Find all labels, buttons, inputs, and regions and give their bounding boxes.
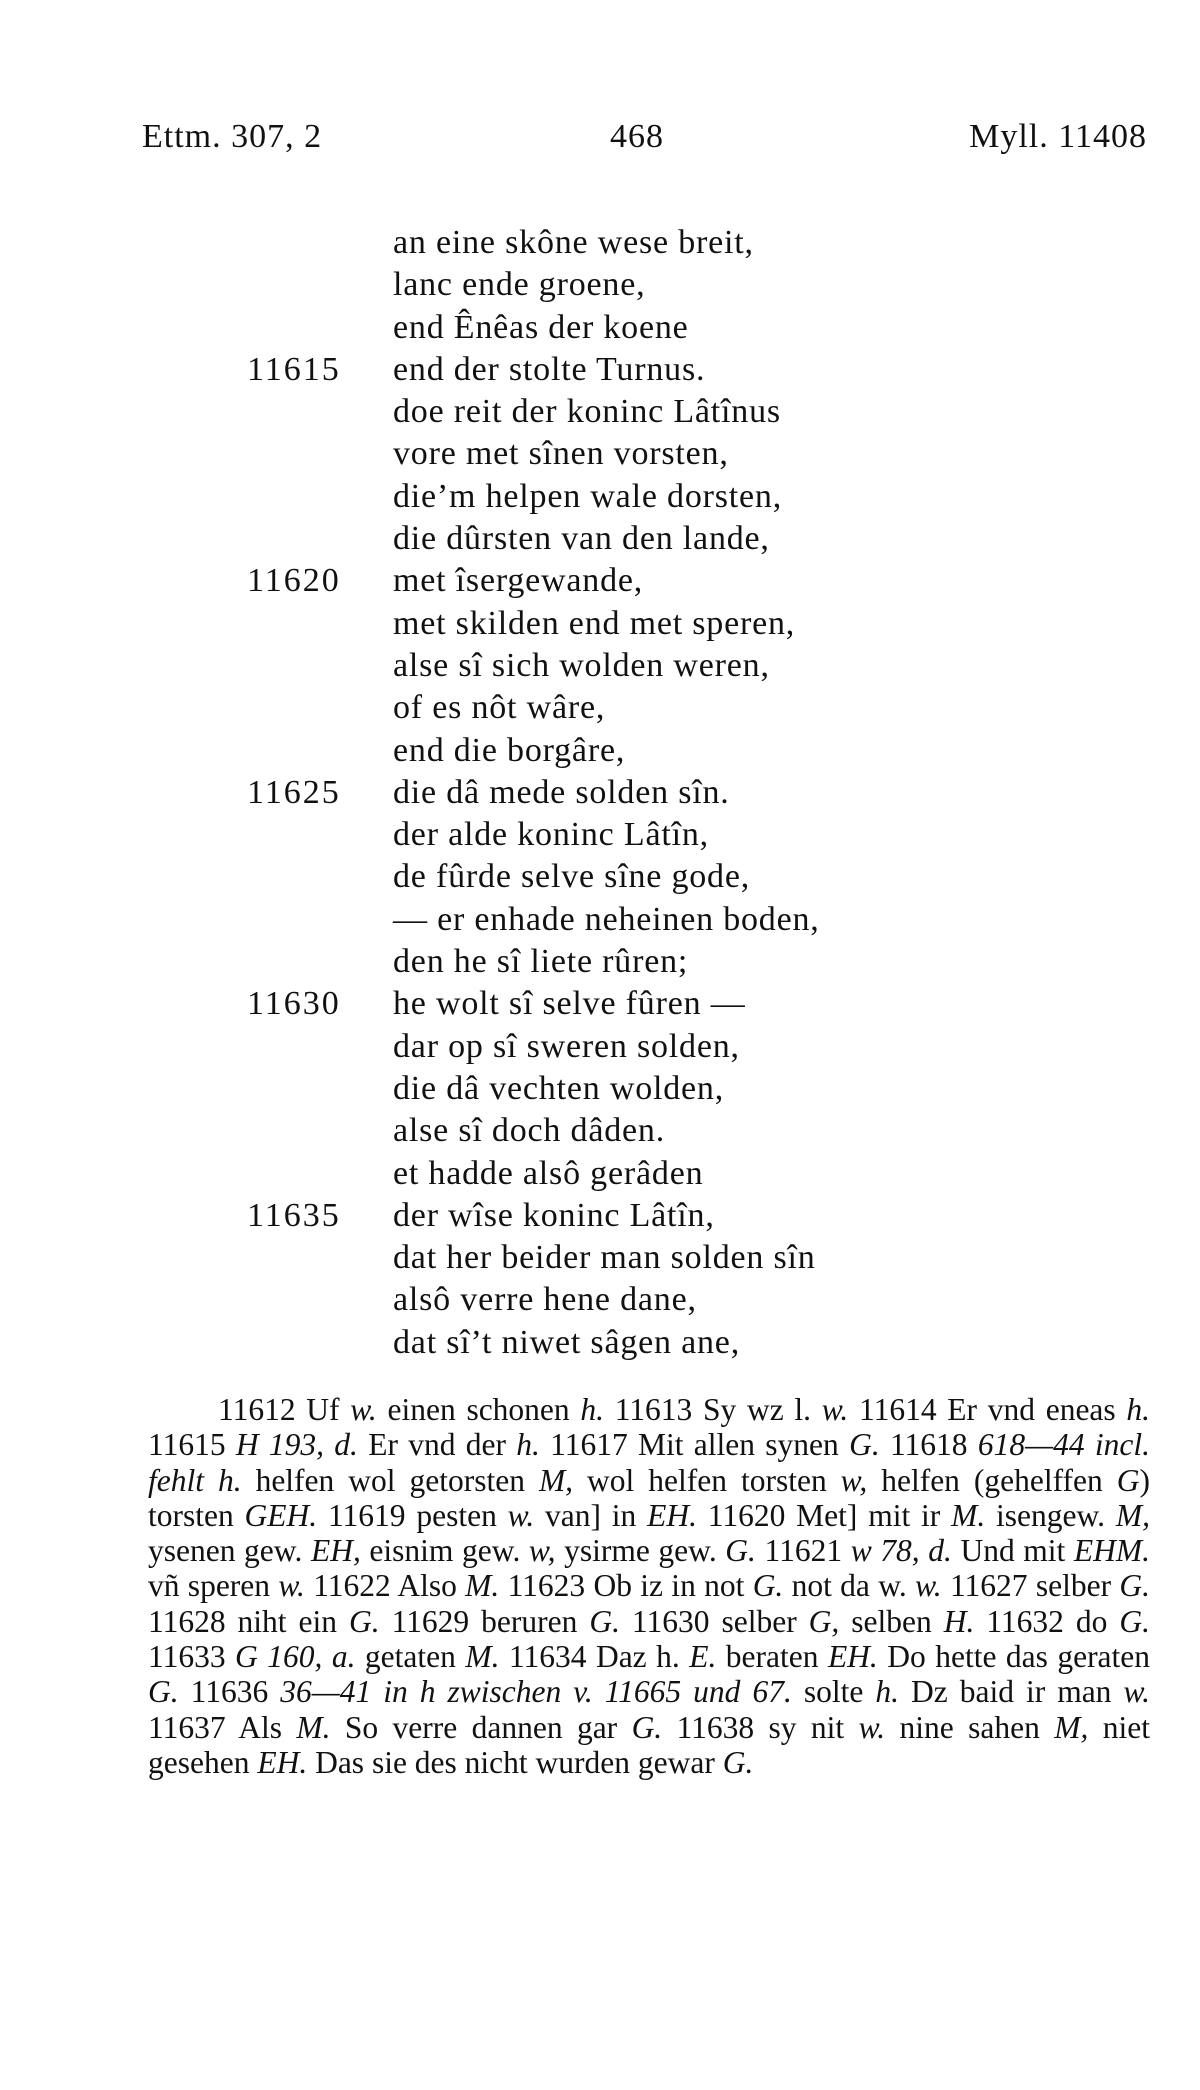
apparatus-text: 11615: [148, 1427, 236, 1463]
apparatus-siglum: w.: [821, 1392, 849, 1427]
apparatus-text: 11627 selber: [941, 1568, 1120, 1604]
verse-line: [0, 899, 1200, 941]
apparatus-text: 11619 pesten: [317, 1497, 508, 1533]
apparatus-text: Er vnd der: [357, 1427, 517, 1463]
apparatus-text: 11612 Uf: [218, 1392, 351, 1427]
apparatus-siglum: 618—44 incl. fehlt h.: [148, 1427, 1150, 1498]
apparatus-siglum: G.: [349, 1603, 380, 1639]
apparatus-text: 11637 Als: [148, 1709, 297, 1745]
verse-line: [0, 772, 1200, 814]
verse-line: [0, 1068, 1200, 1110]
verse-line: [0, 645, 1200, 687]
apparatus-text: 11618: [879, 1427, 978, 1463]
apparatus-siglum: 36—41 in h zwischen v. 11665 und 67.: [280, 1674, 792, 1710]
apparatus-text: beraten: [716, 1639, 828, 1675]
verse-line: [0, 222, 1200, 264]
apparatus-text: 11621: [755, 1533, 851, 1569]
apparatus-siglum: w,: [840, 1462, 868, 1498]
line-number: 11630: [247, 985, 341, 1023]
apparatus-siglum: G.: [725, 1533, 756, 1569]
verse-text-line: dar op sî sweren solden,: [393, 1027, 740, 1065]
verse-line: [0, 433, 1200, 475]
verse-line: [0, 814, 1200, 856]
apparatus-text: solte: [791, 1674, 876, 1710]
verse-line: [0, 1322, 1200, 1364]
verse-text-line: end der stolte Turnus.: [393, 350, 706, 388]
verse-text-line: vore met sînen vorsten,: [393, 435, 729, 473]
apparatus-siglum: EH,: [310, 1533, 361, 1569]
verse-line: [0, 476, 1200, 518]
apparatus-siglum: w.: [858, 1709, 886, 1745]
apparatus-text: vñ speren: [148, 1568, 279, 1604]
apparatus-text: 11620 Met] mit ir: [696, 1497, 952, 1533]
verse-text-line: die dâ vechten wolden,: [393, 1069, 725, 1107]
verse-text-line: den he sî liete rûren;: [393, 943, 689, 981]
apparatus-paragraph: [148, 1392, 1150, 1780]
apparatus-text: Do hette das geraten: [877, 1639, 1151, 1675]
verse-text-line: de fûrde selve sîne gode,: [393, 858, 751, 896]
apparatus-siglum: w.: [350, 1392, 377, 1427]
apparatus-text: 11617 Mit allen synen: [539, 1427, 850, 1463]
apparatus-text: 11613 Sy wz l.: [604, 1392, 822, 1427]
verse-text-line: die’m helpen wale dorsten,: [393, 477, 783, 515]
apparatus-text: 11634 Daz h.: [499, 1639, 690, 1675]
apparatus-siglum: G.: [1119, 1568, 1150, 1604]
apparatus-siglum: G 160, a.: [235, 1639, 356, 1675]
apparatus-siglum: EH.: [257, 1744, 308, 1780]
verse-line: [0, 730, 1200, 772]
verse-line: [0, 349, 1200, 391]
verse-line: [0, 856, 1200, 898]
apparatus-text: van] in: [534, 1497, 648, 1533]
apparatus-siglum: w.: [915, 1568, 942, 1604]
apparatus-siglum: h.: [875, 1674, 899, 1710]
apparatus-text: 11630 selber: [619, 1603, 809, 1639]
apparatus-siglum: w,: [528, 1533, 556, 1569]
verse-line: [0, 1026, 1200, 1068]
apparatus-siglum: M.: [296, 1709, 331, 1745]
verse-text-line: doe reit der koninc Lâtînus: [393, 393, 781, 431]
verse-text-line: he wolt sî selve fûren —: [393, 985, 746, 1023]
verse-line: [0, 603, 1200, 645]
line-number: 11625: [247, 773, 341, 811]
apparatus-text: helfen wol getorsten: [241, 1462, 539, 1498]
apparatus-siglum: GEH.: [244, 1497, 318, 1533]
verse-line: [0, 307, 1200, 349]
apparatus-text: helfen (gehelffen: [867, 1462, 1117, 1498]
apparatus-text: niet gesehen: [148, 1709, 1150, 1780]
apparatus-siglum: G.: [722, 1744, 754, 1780]
apparatus-siglum: M,: [1054, 1709, 1089, 1745]
verse-text-line: der wîse koninc Lâtîn,: [393, 1196, 715, 1234]
apparatus-siglum: EH.: [647, 1497, 697, 1533]
apparatus-siglum: M.: [465, 1568, 500, 1604]
apparatus-siglum: G: [1116, 1462, 1140, 1498]
apparatus-siglum: H 193, d.: [235, 1427, 358, 1463]
apparatus-siglum: G.: [631, 1709, 663, 1745]
verse-line: [0, 264, 1200, 306]
running-header: [142, 118, 1147, 168]
verse-line: [0, 1237, 1200, 1279]
apparatus-text: 11638 sy nit: [662, 1709, 859, 1745]
apparatus-text: 11629 beruren: [379, 1603, 590, 1639]
verse-line: [0, 1279, 1200, 1321]
verse-line: [0, 560, 1200, 602]
apparatus-text: 11632 do: [974, 1603, 1120, 1639]
apparatus-text: So verre dannen gar: [330, 1709, 632, 1745]
verse-text-line: lanc ende groene,: [393, 266, 646, 304]
apparatus-siglum: w.: [278, 1568, 305, 1604]
apparatus-text: selben: [839, 1603, 944, 1639]
line-number: 11635: [247, 1196, 341, 1234]
verse-line: [0, 983, 1200, 1025]
verse-text-line: alsô verre hene dane,: [393, 1281, 697, 1319]
verse-text-line: an eine skône wese breit,: [393, 224, 754, 261]
apparatus-siglum: G.: [589, 1603, 620, 1639]
apparatus-siglum: h.: [516, 1427, 540, 1463]
header-left: Ettm. 307, 2: [142, 118, 323, 155]
verse-text: [0, 222, 1200, 1364]
verse-text-line: die dâ mede solden sîn.: [393, 773, 730, 811]
apparatus-siglum: M.: [951, 1497, 986, 1533]
apparatus-siglum: w.: [1123, 1674, 1150, 1710]
verse-text-line: met îsergewande,: [393, 562, 644, 600]
apparatus-siglum: M,: [538, 1462, 574, 1498]
verse-text-line: alse sî sich wolden weren,: [393, 646, 770, 684]
verse-text-line: dat her beider man solden sîn: [393, 1239, 816, 1277]
verse-text-line: die dûrsten van den lande,: [393, 520, 770, 558]
verse-text-line: et hadde alsô gerâden: [393, 1154, 704, 1192]
apparatus-text: not da w.: [783, 1568, 916, 1604]
apparatus-text: ) torsten: [148, 1462, 1150, 1533]
verse-text-line: dat sî’t niwet sâgen ane,: [393, 1323, 741, 1361]
apparatus-text: Das sie des nicht wurden gewar: [307, 1744, 723, 1780]
apparatus-text: ysenen gew.: [148, 1533, 311, 1569]
apparatus-siglum: G.: [752, 1568, 784, 1604]
apparatus-text: isengew.: [985, 1497, 1116, 1533]
apparatus-siglum: G.: [1119, 1603, 1150, 1639]
apparatus-text: 11623 Ob iz in not: [499, 1568, 753, 1604]
page-number: 468: [610, 118, 664, 155]
apparatus-siglum: M,: [1115, 1497, 1150, 1533]
apparatus-text: 11628 niht ein: [148, 1603, 349, 1639]
verse-text-line: — er enhade neheinen boden,: [393, 900, 820, 938]
verse-line: [0, 687, 1200, 729]
apparatus-text: 11614 Er vnd eneas: [848, 1392, 1127, 1427]
verse-text-line: alse sî doch dâden.: [393, 1112, 666, 1150]
verse-text-line: of es nôt wâre,: [393, 689, 606, 727]
line-number: 11620: [247, 562, 341, 600]
apparatus-siglum: EH.: [827, 1639, 878, 1675]
apparatus-text: 11636: [178, 1674, 281, 1710]
verse-line: [0, 1110, 1200, 1152]
apparatus-text: Und mit: [951, 1533, 1074, 1569]
apparatus-siglum: G.: [148, 1674, 179, 1710]
verse-line: [0, 941, 1200, 983]
apparatus-siglum: h.: [1126, 1392, 1150, 1427]
apparatus-text: Dz baid ir man: [898, 1674, 1124, 1710]
apparatus-siglum: w.: [507, 1497, 535, 1533]
critical-apparatus: [148, 1392, 1150, 1780]
apparatus-text: eisnim gew.: [360, 1533, 529, 1569]
apparatus-siglum: E.: [689, 1639, 717, 1675]
apparatus-siglum: EHM.: [1073, 1533, 1151, 1569]
verse-line: [0, 391, 1200, 433]
apparatus-text: ysirme gew.: [555, 1533, 726, 1569]
verse-text-line: end Ênêas der koene: [393, 308, 689, 346]
line-number: 11615: [247, 350, 341, 388]
header-right: Myll. 11408: [969, 118, 1147, 155]
apparatus-siglum: w 78, d.: [850, 1533, 952, 1569]
apparatus-text: 11633: [148, 1639, 236, 1675]
verse-text-line: met skilden end met speren,: [393, 604, 796, 642]
apparatus-siglum: h.: [580, 1392, 604, 1427]
apparatus-siglum: G,: [808, 1603, 840, 1639]
apparatus-siglum: M.: [465, 1639, 500, 1675]
apparatus-text: nine sahen: [885, 1709, 1055, 1745]
verse-line: [0, 518, 1200, 560]
apparatus-text: einen schonen: [376, 1392, 581, 1427]
verse-text-line: end die borgâre,: [393, 731, 626, 769]
apparatus-text: getaten: [355, 1639, 466, 1675]
apparatus-siglum: H.: [943, 1603, 975, 1639]
apparatus-siglum: G.: [849, 1427, 880, 1463]
verse-line: [0, 1195, 1200, 1237]
verse-line: [0, 1153, 1200, 1195]
apparatus-text: wol helfen torsten: [573, 1462, 841, 1498]
apparatus-text: 11622 Also: [304, 1568, 466, 1604]
verse-text-line: der alde koninc Lâtîn,: [393, 816, 709, 854]
